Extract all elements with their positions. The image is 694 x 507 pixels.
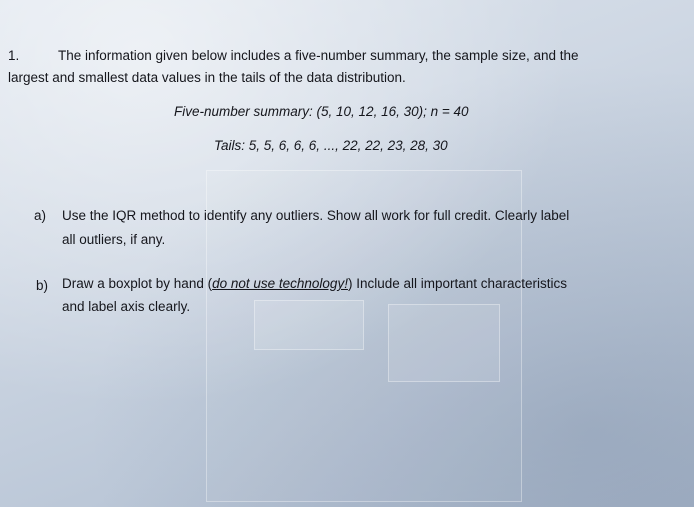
question-intro-line1: The information given below includes a five-number summary, the sample size, and the bbox=[58, 48, 579, 63]
part-b-line2: and label axis clearly. bbox=[62, 299, 191, 314]
part-b-line1 bbox=[62, 276, 567, 292]
part-a-line1: Use the IQR method to identify any outliers. Show all work for full credit. Clearly label bbox=[62, 208, 570, 223]
part-b-prefix: Draw a boxplot by hand ( bbox=[62, 276, 213, 291]
tails-values: Tails: 5, 5, 6, 6, 6, ..., 22, 22, 23, 28, 30 bbox=[214, 138, 448, 153]
bleed-through-rectangle bbox=[388, 304, 500, 382]
five-number-summary: Five-number summary: (5, 10, 12, 16, 30); n = 40 bbox=[174, 104, 469, 119]
question-intro-line2: largest and smallest data values in the tails of the data distribution. bbox=[8, 70, 406, 85]
part-b-suffix: ) Include all important characteristics bbox=[347, 276, 568, 291]
question-number: 1. bbox=[8, 48, 20, 63]
bleed-through-rectangle bbox=[254, 300, 364, 350]
part-b-emphasis: do not use technology! bbox=[212, 276, 348, 291]
part-a-line2: all outliers, if any. bbox=[62, 232, 166, 247]
part-a-label: a) bbox=[34, 208, 47, 223]
part-b-label: b) bbox=[36, 278, 49, 293]
